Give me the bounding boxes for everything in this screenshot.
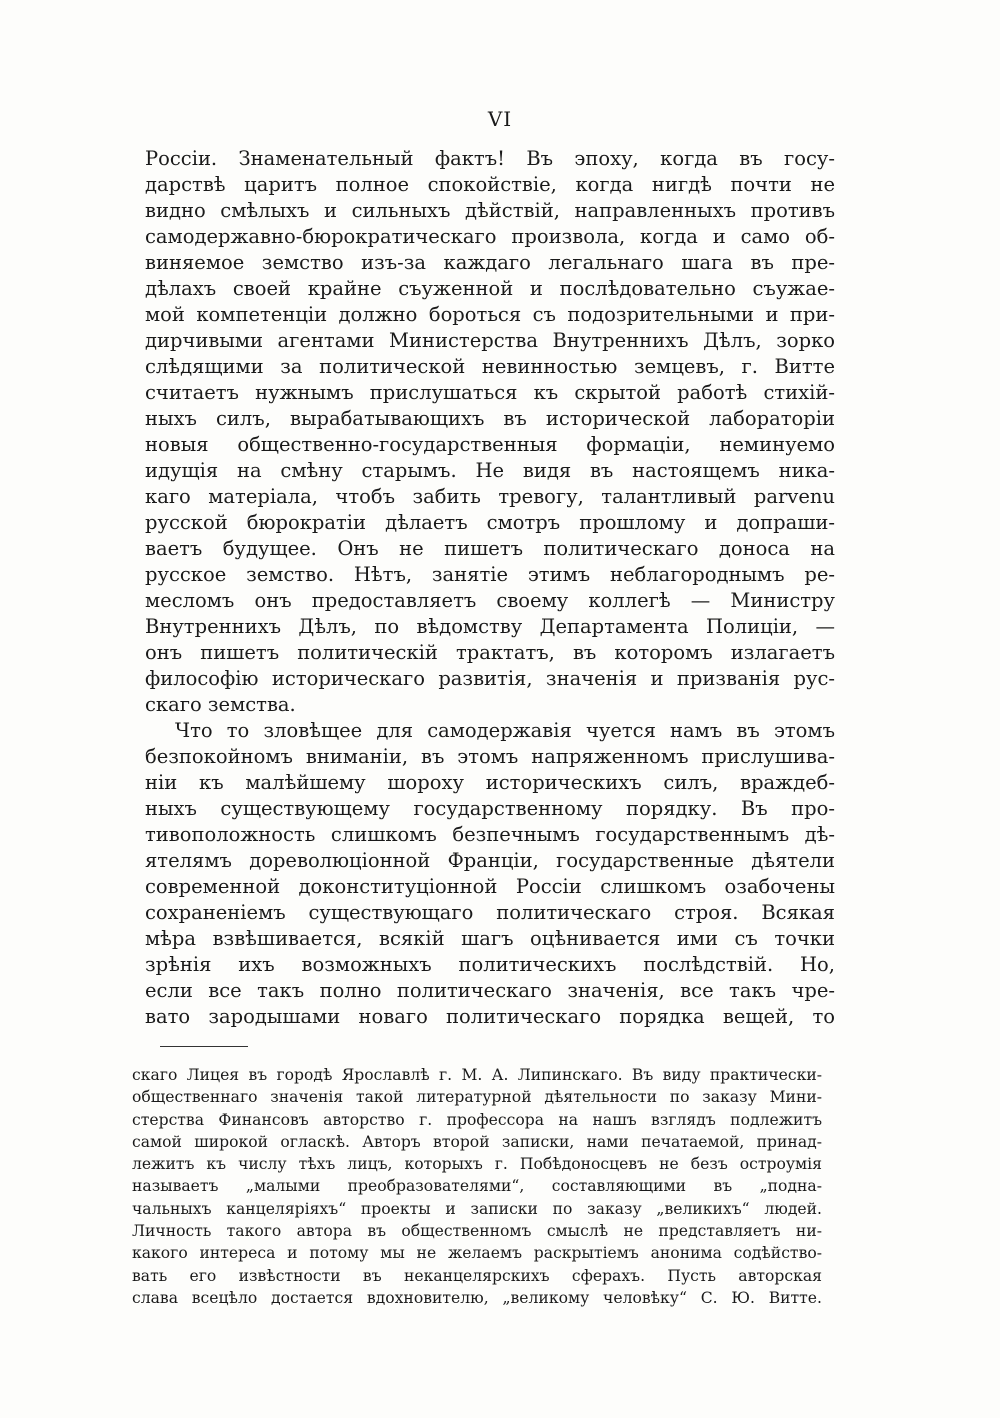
footnote-line: какого интереса и потому мы не желаемъ раскрытiемъ анонима содѣйство-: [132, 1244, 822, 1263]
text-line: дѣлахъ своей крайне съуженной и послѣдовательно съужае-: [145, 277, 835, 300]
text-line: тивоположность слишкомъ безпечнымъ государственнымъ дѣ-: [145, 823, 835, 846]
text-line: идущiя на смѣну старымъ. Не видя въ настоящемъ никa-: [145, 459, 835, 482]
text-line: онъ пишетъ политическiй трактатъ, въ которомъ излагаетъ: [145, 641, 835, 664]
text-line: русской бюрократiи дѣлаетъ смотръ прошлому и допраши-: [145, 511, 835, 534]
main-text: [145, 146, 835, 1030]
text-line: если все такъ полно политическаго значенiя, все такъ чре-: [145, 979, 835, 1002]
footnote-line: вать его извѣстности въ неканцелярскихъ сферахъ. Пусть авторская: [132, 1266, 822, 1285]
footnote-line: чальныхъ канцелярiяхъ“ проекты и записки по заказу „великихъ“ людей.: [132, 1199, 822, 1218]
text-line: дирчивыми агентами Министерства Внутреннихъ Дѣлъ, зорко: [145, 329, 835, 352]
footnote-line: лежитъ къ числу тѣхъ лицъ, которыхъ г. Побѣдоносцевъ не безъ остроумiя: [132, 1155, 822, 1174]
text-line: месломъ онъ предоставляетъ своему коллегѣ — Министру: [145, 589, 835, 612]
text-line: безпокойномъ вниманiи, въ этомъ напряженномъ прислушива-: [145, 745, 835, 768]
text-line: каго матерiала, чтобъ забить тревогу, талантливый parvenu: [145, 485, 835, 508]
text-line: зрѣнiя ихъ возможныхъ политическихъ послѣдствiй. Но,: [145, 953, 835, 976]
text-line: мой компетенцiи должно бороться съ подозрительными и при-: [145, 303, 835, 326]
text-line: скаго земства.: [145, 693, 296, 716]
page-number: VI: [487, 107, 513, 131]
text-line: русское земство. Нѣтъ, занятiе этимъ неблагороднымъ ре-: [145, 563, 835, 586]
text-line: дарствѣ царитъ полное спокойствiе, когда нигдѣ почти не: [145, 173, 835, 196]
text-line: сохраненiемъ существующаго политическаго строя. Всякая: [145, 901, 835, 924]
text-line: мѣра взвѣшивается, всякiй шагъ оцѣнивается ими съ точки: [145, 927, 835, 950]
text-line: Россiи. Знаменательный фактъ! Въ эпоху, когда въ госу-: [145, 147, 835, 170]
footnote-line: скаго Лицея въ городѣ Ярославлѣ г. М. А. Липинскаго. Въ виду практически-: [132, 1066, 822, 1084]
text-line: считаетъ нужнымъ прислушаться къ скрытой работѣ стихiй-: [145, 381, 835, 404]
footnote-line: стерства Финансовъ авторство г. профессора на нашъ взглядъ подлежитъ: [132, 1110, 822, 1129]
text-line: нiи къ малѣйшему шороху историческихъ силъ, враждеб-: [145, 771, 835, 794]
text-line: видно смѣлыхъ и сильныхъ дѣйствiй, направленныхъ противъ: [145, 199, 835, 222]
text-line: ныхъ силъ, вырабатывающихъ въ исторической лабораторiи: [145, 407, 835, 430]
text-line: Внутреннихъ Дѣлъ, по вѣдомству Департамента Полицiи, —: [145, 615, 835, 638]
footnote-line: слава всецѣло достается вдохновителю, „великому человѣку“ С. Ю. Витте.: [132, 1288, 822, 1307]
text-line: самодержавно-бюрократическаго произвола, когда и само об-: [145, 225, 835, 248]
text-line: слѣдящими за политической невинностью земцевъ, г. Витте: [145, 355, 835, 378]
text-line: ваетъ будущее. Онъ не пишетъ политическаго доноса на: [145, 537, 835, 560]
footnote-line: самой широкой огласкѣ. Авторъ второй записки, нами печатаемой, принад-: [132, 1132, 822, 1151]
text-line: вато зародышами новаго политическаго порядка вещей, то: [145, 1005, 835, 1028]
paragraph-start-line: Что то зловѣщее для самодержавiя чуется намъ въ этомъ: [175, 719, 835, 742]
footnote-line: Личность такого автора въ общественномъ смыслѣ не представляетъ ни-: [132, 1222, 822, 1241]
text-line: виняемое земство изъ-за каждаго легальнаго шага въ пре-: [145, 251, 835, 274]
footnote-line: общественнаго значенiя такой литературной дѣятельности по заказу Мини-: [132, 1088, 822, 1107]
text-line: новыя общественно-государственныя формацiи, неминуемо: [145, 433, 835, 456]
text-line: ныхъ существующему государственному порядку. Въ про-: [145, 797, 835, 820]
text-line: философiю историческаго развитiя, значенiя и призванiя рус-: [145, 667, 835, 690]
footnote: [132, 1064, 822, 1309]
text-line: современной доконституцiонной Россiи слишкомъ озабочены: [145, 875, 835, 898]
footnote-line: называетъ „малыми преобразователями“, составляющими въ „подна-: [132, 1177, 822, 1196]
text-line: ятелямъ дореволюцiонной Францiи, государственные дѣятели: [145, 849, 835, 872]
footnote-divider: [160, 1046, 248, 1047]
